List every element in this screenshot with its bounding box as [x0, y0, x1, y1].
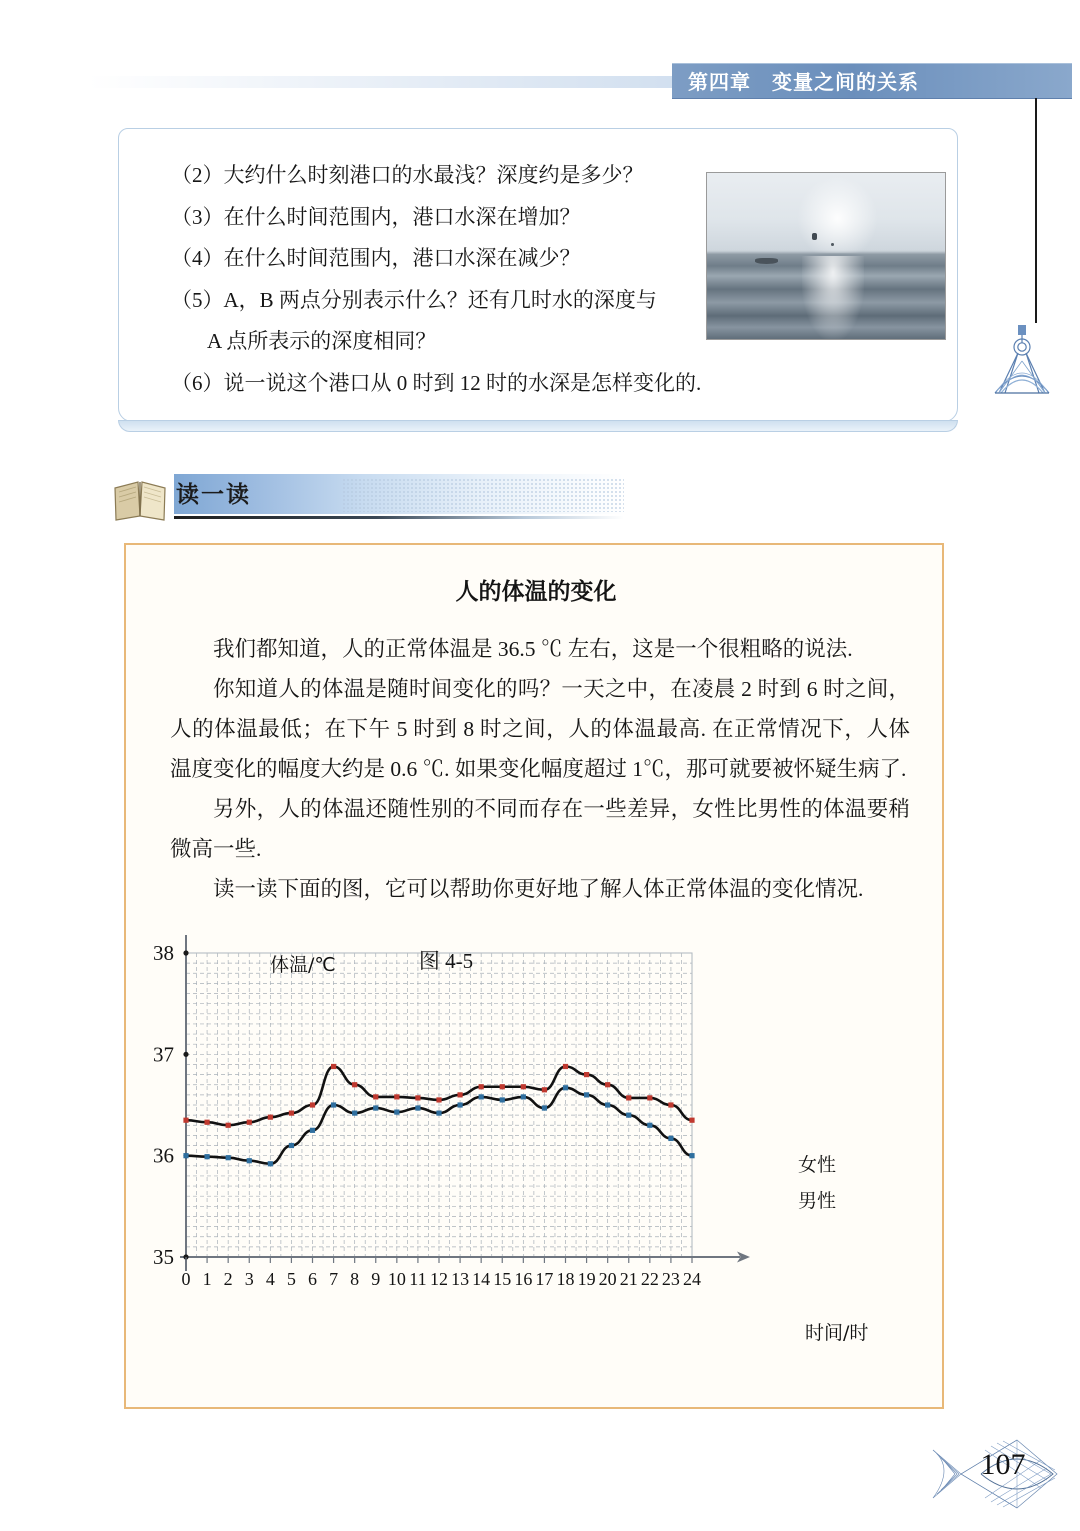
svg-text:0: 0 [181, 1269, 191, 1289]
svg-text:36: 36 [153, 1143, 174, 1168]
question-list [171, 155, 731, 404]
article-paragraph: 你知道人的体温是随时间变化的吗？一天之中，在凌晨 2 时到 6 时之间，人的体温最低；在下午 5 时到 8 时之间，人的体温最高. 在正常情况下，人体温度变化的幅度大约是 0.6 ℃. 如果变化幅度超过 1℃，那可就要被怀疑生病了. [170, 677, 910, 781]
header-vertical-rule [1035, 98, 1037, 323]
question-text: 在什么时间范围内，港口水深在减少？ [223, 246, 581, 270]
reading-article-box [124, 543, 944, 1409]
svg-text:24: 24 [683, 1269, 701, 1289]
question-text: A 点所表示的深度相同？ [207, 329, 437, 353]
svg-text:16: 16 [514, 1269, 533, 1289]
question-number: （6） [171, 370, 224, 395]
question-item [171, 238, 731, 280]
question-item [171, 197, 731, 239]
question-number: （3） [171, 204, 224, 229]
question-item [171, 280, 731, 322]
svg-text:22: 22 [640, 1269, 659, 1289]
article-paragraph: 读一读下面的图，它可以帮助你更好地了解人体正常体温的变化情况. [213, 877, 864, 901]
chart-y-axis-label: 体温/℃ [270, 954, 336, 976]
svg-text:2: 2 [223, 1269, 233, 1289]
article-title: 人的体温的变化 [455, 579, 617, 605]
article-body [170, 629, 910, 909]
legend-label-female: 女性 [798, 1154, 837, 1176]
svg-text:6: 6 [308, 1269, 317, 1289]
compass-divider-icon [985, 325, 1060, 397]
question-text: A，B 两点分别表示什么？还有几时水的深度与 [223, 287, 657, 312]
svg-text:14: 14 [472, 1269, 491, 1289]
svg-text:8: 8 [350, 1269, 360, 1289]
header-underlap-band [88, 76, 688, 88]
svg-text:3: 3 [244, 1269, 254, 1289]
svg-text:9: 9 [371, 1269, 381, 1289]
question-number: （2） [171, 163, 224, 187]
banner-underline [174, 516, 624, 519]
question-text: 说一说这个港口从 0 时到 12 时的水深是怎样变化的. [223, 370, 702, 395]
question-text: 在什么时间范围内，港口水深在增加？ [223, 204, 581, 229]
article-paragraph: 另外，人的体温还随性别的不同而存在一些差异，女性比男性的体温要稍微高一些. [170, 797, 910, 861]
svg-text:4: 4 [265, 1269, 275, 1289]
sun-reflection [802, 256, 864, 339]
chart-svg [146, 935, 926, 1335]
question-item [171, 363, 731, 405]
svg-text:7: 7 [329, 1269, 339, 1289]
svg-text:1: 1 [202, 1269, 212, 1289]
question-item [171, 155, 731, 197]
svg-text:12: 12 [430, 1269, 448, 1289]
boat-silhouette [755, 258, 779, 263]
svg-text:38: 38 [153, 941, 174, 965]
svg-text:18: 18 [556, 1269, 575, 1289]
question-number: （5） [171, 287, 224, 312]
kite-silhouette [812, 233, 818, 240]
question-item-continued [171, 321, 731, 363]
article-paragraph: 我们都知道，人的正常体温是 36.5 ℃ 左右，这是一个很粗略的说法. [213, 637, 853, 661]
svg-text:20: 20 [598, 1269, 617, 1289]
chart-x-axis-label: 时间/时 [805, 1322, 869, 1344]
svg-text:13: 13 [451, 1269, 470, 1289]
svg-text:37: 37 [153, 1042, 174, 1067]
seascape-photo [706, 172, 946, 340]
legend-label-male: 男性 [798, 1190, 837, 1212]
chapter-header-bar: 第四章 变量之间的关系 [672, 63, 1072, 99]
svg-text:19: 19 [577, 1269, 596, 1289]
banner-dot-pattern [342, 478, 624, 512]
question-number: （4） [171, 246, 224, 270]
svg-text:5: 5 [286, 1269, 296, 1289]
page-number: 107 [980, 1448, 1026, 1481]
svg-text:23: 23 [661, 1269, 680, 1289]
svg-text:35: 35 [153, 1245, 174, 1269]
svg-text:15: 15 [493, 1269, 512, 1289]
svg-text:11: 11 [409, 1269, 427, 1289]
question-text: 大约什么时刻港口的水最浅？深度约是多少？ [223, 163, 644, 187]
svg-text:10: 10 [387, 1269, 406, 1289]
read-section-banner [112, 470, 632, 532]
svg-text:21: 21 [619, 1269, 638, 1289]
open-book-icon [112, 476, 168, 522]
svg-text:17: 17 [535, 1269, 554, 1289]
read-section-label: 读一读 [176, 482, 251, 508]
figure-caption: 图 4-5 [418, 949, 474, 973]
sun-glow [797, 176, 878, 252]
